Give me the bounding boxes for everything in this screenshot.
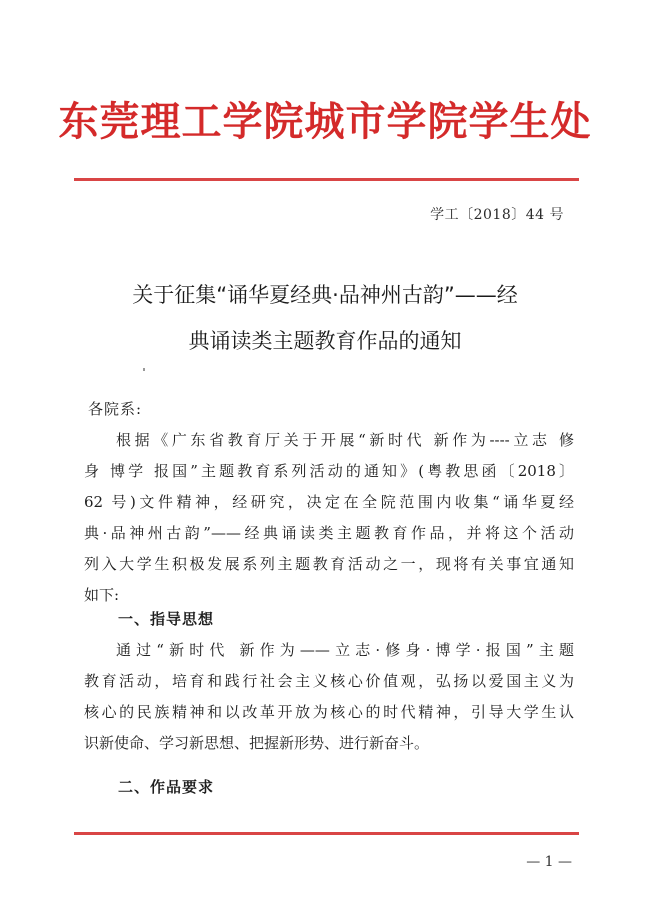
notice-title — [60, 272, 590, 364]
paragraph-line: 核心的民族精神和以改革开放为核心的时代精神，引导大学生认 — [84, 703, 574, 721]
footer-red-rule — [74, 832, 579, 835]
paragraph-line: 典·品神州古韵”——经典诵读类主题教育作品，并将这个活动 — [84, 524, 574, 542]
section-heading-guiding-ideology: 一、指导思想 — [118, 610, 215, 628]
paragraph-line: 通过“新时代 新作为——立志·修身·博学·报国”主题 — [116, 641, 574, 659]
paragraph-line: 如下: — [84, 586, 120, 604]
page-number: — 1 — — [526, 854, 572, 870]
notice-title-line-1: 关于征集“诵华夏经典·品神州古韵”——经 — [132, 283, 518, 307]
issuing-office-title: 东莞理工学院城市学院学生处 — [58, 98, 592, 145]
header-red-rule — [74, 178, 579, 181]
guiding-ideology-paragraph — [84, 635, 574, 759]
document-number: 学工〔2018〕44 号 — [430, 207, 564, 223]
paragraph-line: 教育活动，培育和践行社会主义核心价值观，弘扬以爱国主义为 — [84, 672, 574, 690]
scan-speck — [143, 368, 145, 371]
paragraph-line: 根据《广东省教育厅关于开展“新时代 新作为----立志 修 — [116, 431, 574, 449]
paragraph-line: 识新使命、学习新思想、把握新形势、进行新奋斗。 — [84, 734, 430, 752]
salutation: 各院系: — [88, 400, 143, 418]
intro-paragraph — [84, 425, 574, 611]
paragraph-line: 62 号)文件精神，经研究，决定在全院范围内收集“诵华夏经 — [84, 493, 574, 511]
notice-title-line-2: 典诵读类主题教育作品的通知 — [188, 329, 462, 353]
section-heading-work-requirements: 二、作品要求 — [118, 778, 215, 796]
paragraph-line: 身 博学 报国”主题教育系列活动的通知》(粤教思函〔2018〕 — [84, 462, 574, 480]
paragraph-line: 列入大学生积极发展系列主题教育活动之一，现将有关事宜通知 — [84, 555, 574, 573]
